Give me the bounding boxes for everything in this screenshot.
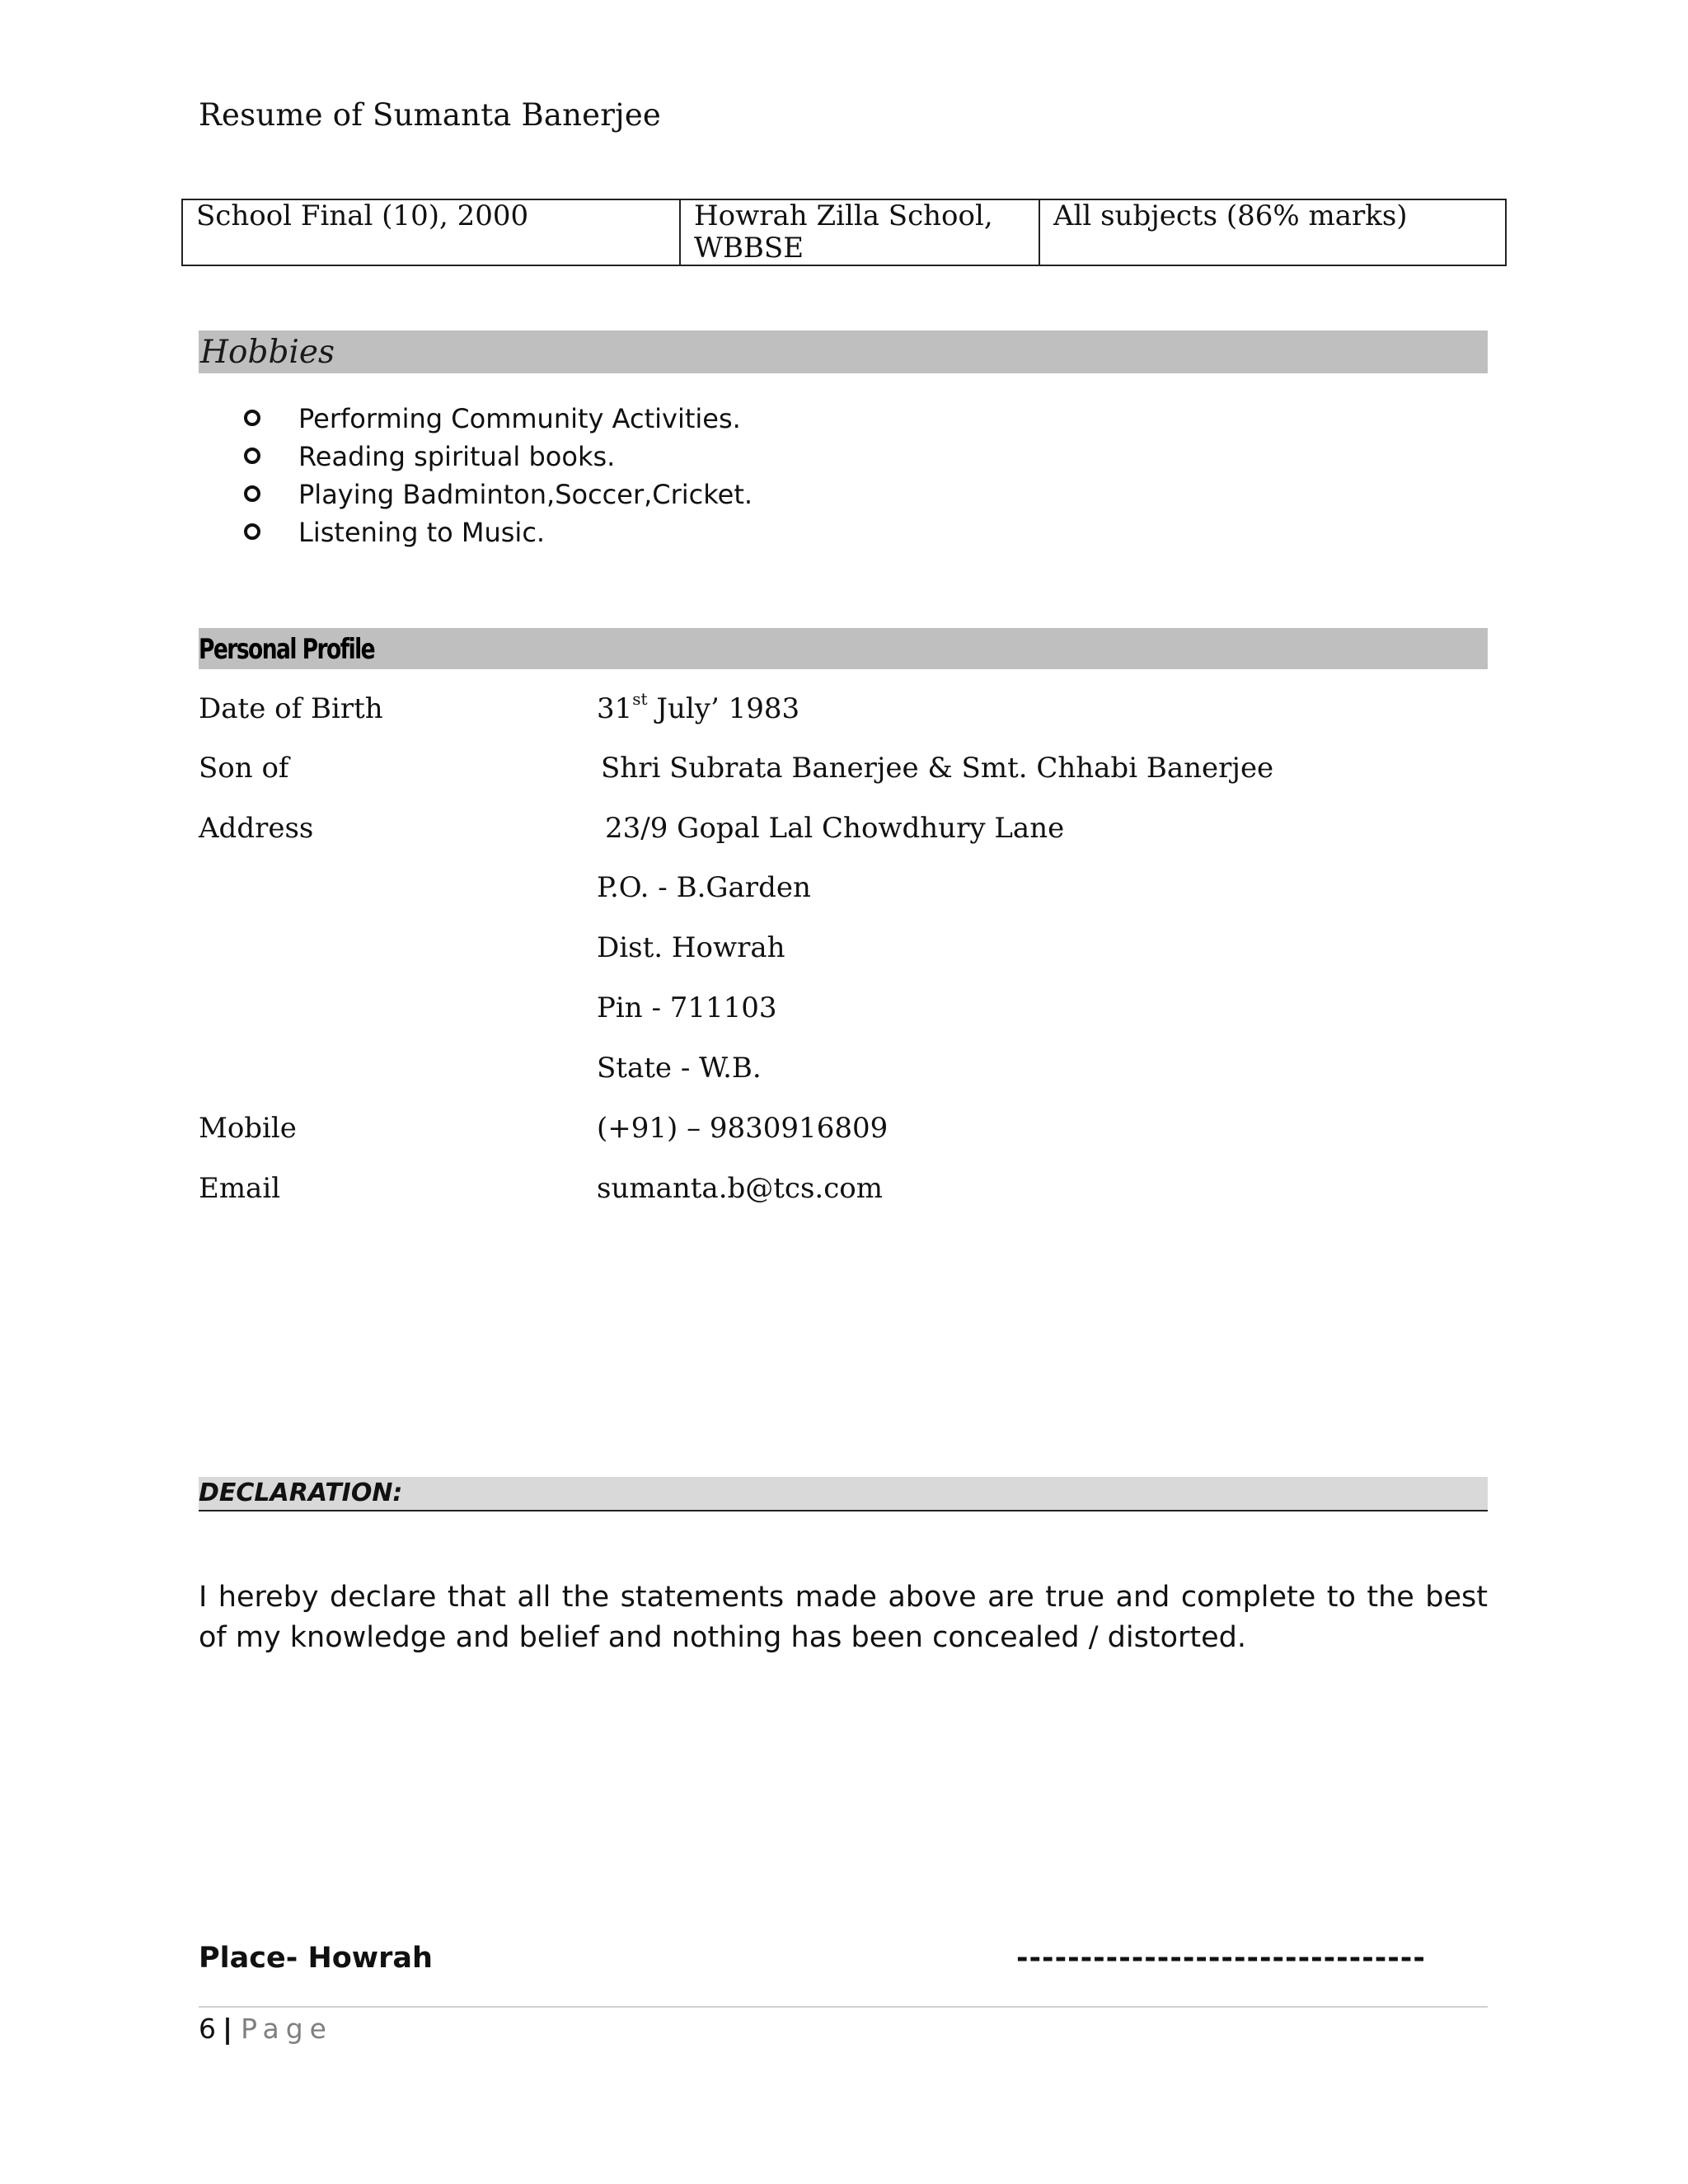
circle-bullet-icon (244, 485, 260, 502)
personal-profile-section-header (199, 628, 1488, 669)
page-word: Page (241, 2013, 333, 2045)
dob-month-year: July’ 1983 (647, 692, 800, 725)
hobby-text: Playing Badminton,Soccer,Cricket. (298, 479, 753, 510)
education-table (181, 199, 1507, 266)
address-label: Address (199, 812, 314, 845)
page-footer (199, 2013, 333, 2045)
dob-label: Date of Birth (199, 692, 383, 725)
page-number: 6 (199, 2013, 216, 2045)
list-item (244, 438, 753, 476)
hobby-text: Performing Community Activities. (298, 403, 741, 434)
page-header-title: Resume of Sumanta Banerjee (199, 97, 662, 133)
address-line-3: Dist. Howrah (597, 931, 785, 964)
table-cell-institution (680, 199, 1039, 265)
hobbies-list (244, 400, 753, 551)
address-line-2: P.O. - B.Garden (597, 871, 811, 904)
mobile-label: Mobile (199, 1112, 297, 1145)
declaration-section-header (199, 1477, 1488, 1511)
footer-divider (199, 2006, 1488, 2008)
list-item (244, 400, 753, 438)
hobby-text: Reading spiritual books. (298, 441, 616, 472)
hobbies-title: Hobbies (200, 334, 335, 371)
declaration-text: I hereby declare that all the statements made above are true and complete to the best of my knowledge and belief and nothing has been concealed / distorted. (199, 1581, 1488, 1654)
table-cell-result (1039, 199, 1506, 265)
address-line-5: State - W.B. (597, 1052, 762, 1085)
place-text: Place- Howrah (199, 1942, 433, 1975)
declaration-title: DECLARATION: (199, 1479, 403, 1507)
result-text: All subjects (86% marks) (1053, 199, 1408, 232)
address-line-4: Pin - 711103 (597, 991, 777, 1024)
dob-value (597, 688, 800, 726)
circle-bullet-icon (244, 448, 260, 464)
hobbies-section-header (199, 330, 1488, 373)
table-row (182, 199, 1506, 265)
son-of-value: Shri Subrata Banerjee & Smt. Chhabi Banerjee (601, 752, 1274, 785)
qualification-text: School Final (10), 2000 (196, 199, 529, 232)
email-label: Email (199, 1172, 281, 1205)
son-of-label: Son of (199, 752, 289, 785)
email-value: sumanta.b@tcs.com (597, 1172, 883, 1205)
circle-bullet-icon (244, 523, 260, 540)
dob-day: 31 (597, 692, 633, 725)
institution-line-2: WBBSE (694, 232, 804, 265)
list-item (244, 476, 753, 513)
signature-line: -------------------------------- (1016, 1942, 1426, 1975)
address-line-1: 23/9 Gopal Lal Chowdhury Lane (605, 812, 1065, 845)
personal-profile-title: Personal Profile (199, 633, 375, 666)
list-item (244, 513, 753, 551)
circle-bullet-icon (244, 410, 260, 426)
hobby-text: Listening to Music. (298, 517, 546, 548)
mobile-value: (+91) – 9830916809 (597, 1112, 889, 1145)
dob-suffix: st (632, 688, 648, 709)
institution-line-1: Howrah Zilla School, (694, 199, 993, 232)
footer-separator: | (223, 2013, 233, 2045)
table-cell-qualification (182, 199, 680, 265)
